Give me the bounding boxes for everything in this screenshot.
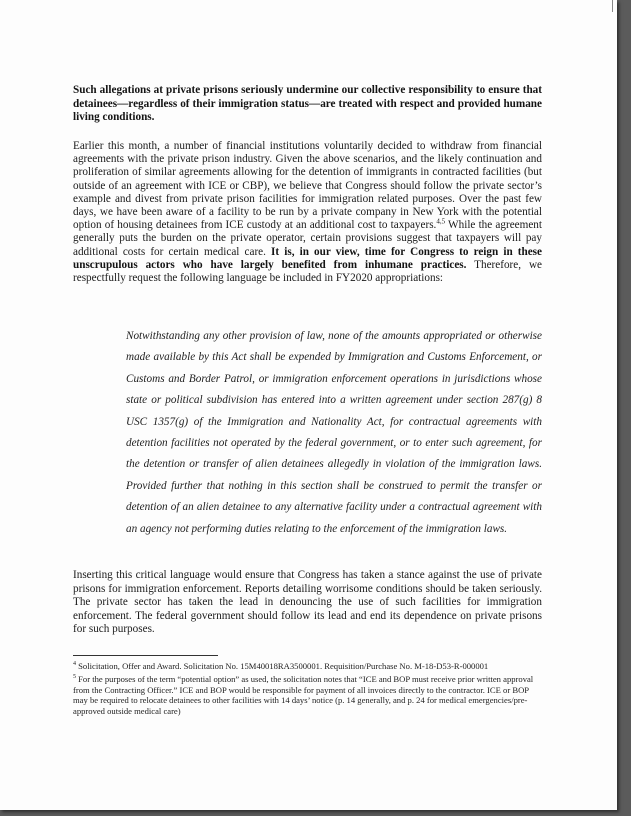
proposed-language-quote: Notwithstanding any other provision of law, none of the amounts appropriated or otherwise made available by this Act shall be expended by Immigration and Customs Enforcement, or Customs and Border Patrol, or immigration enforcement operations in jurisdictions whose state or political subdivision has entered into a written agreement under section 287(g) 8 USC 1357(g) of the Immigration and Nationality Act, for contractual agreements with detention facilities not operated by the federal government, or to enter such agreement, for the detention or transfer of alien detainees allegedly in violation of the immigration laws. Provided further that nothing in this section shall be construed to permit the transfer or detention of an alien detainee to any alternative facility under a contractual agreement with an agency not performing duties relating to the enforcement of the immigration laws. bbox=[126, 330, 542, 535]
body-bold-statement: It is, in our view, time for Congress to reign in these unscrupulous actors who have largely benefited from inhumane practices. bbox=[73, 245, 543, 271]
footnote-text: Solicitation, Offer and Award. Solicitation No. 15M40018RA3500001. Requisition/Purchase No. M-18-D53-R-000001 bbox=[76, 661, 489, 671]
closing-paragraph: Inserting this critical language would ensure that Congress has taken a stance against the use of private prisons for immigration enforcement. Reports detailing worrisome conditions should be taken seriously. The private sector has taken the lead in denouncing the use of such facilities for immigration enforcement. The federal government should follow its lead and end its dependence on private prisons for such purposes. bbox=[73, 569, 542, 636]
body-text-3: Therefore, we respectfully request the following language be included in FY2020 appropriations: bbox=[73, 258, 542, 285]
body-text-2: While the agreement generally puts the burden on the private operator, certain provisions suggest that taxpayers will pay additional costs for certain medical care. bbox=[73, 219, 542, 258]
footnote-text: For the purposes of the term “potential option” as used, the solicitation notes that “ICE and BOP must receive prior written approval from the Contracting Officer.” ICE and BOP would be responsible for payment of all invoices directly to the contractor. ICE or BOP may be required to relocate detainees to other facilities with 14 days’ notice (p. 14 generally, and p. 24 for medical emergencies/pre-approved outside medical care) bbox=[73, 673, 534, 717]
footnote-divider bbox=[73, 655, 218, 656]
footnote-5 bbox=[73, 674, 542, 717]
footnotes bbox=[73, 661, 542, 719]
lead-paragraph: Such allegations at private prisons seriously undermine our collective responsibility to ensure that detainees—regardless of their immigration status—are treated with respect and provided humane living conditions. bbox=[73, 84, 542, 124]
footnote-4 bbox=[73, 661, 542, 672]
page-edge-mark bbox=[612, 0, 613, 12]
body-paragraph bbox=[73, 140, 542, 285]
footnote-number: 4 bbox=[73, 661, 76, 668]
body-text-1: Earlier this month, a number of financial institutions voluntarily decided to withdraw from financial agreements with the private prison industry. Given the above scenarios, and the likely continuation and proliferation of similar agreements allowing for the detention of immigrants in contracted facilities (but outside of an agreement with ICE or CBP), we believe that Congress should follow the private sector’s example and divest from private prison facilities for immigration related purposes. Over the past few days, we have been aware of a facility to be run by a private company in New York with the potential option of housing detainees from ICE custody at an additional cost to taxpayers. bbox=[73, 140, 542, 232]
footnote-reference: 4,5 bbox=[436, 217, 446, 226]
footnote-number: 5 bbox=[73, 673, 76, 680]
